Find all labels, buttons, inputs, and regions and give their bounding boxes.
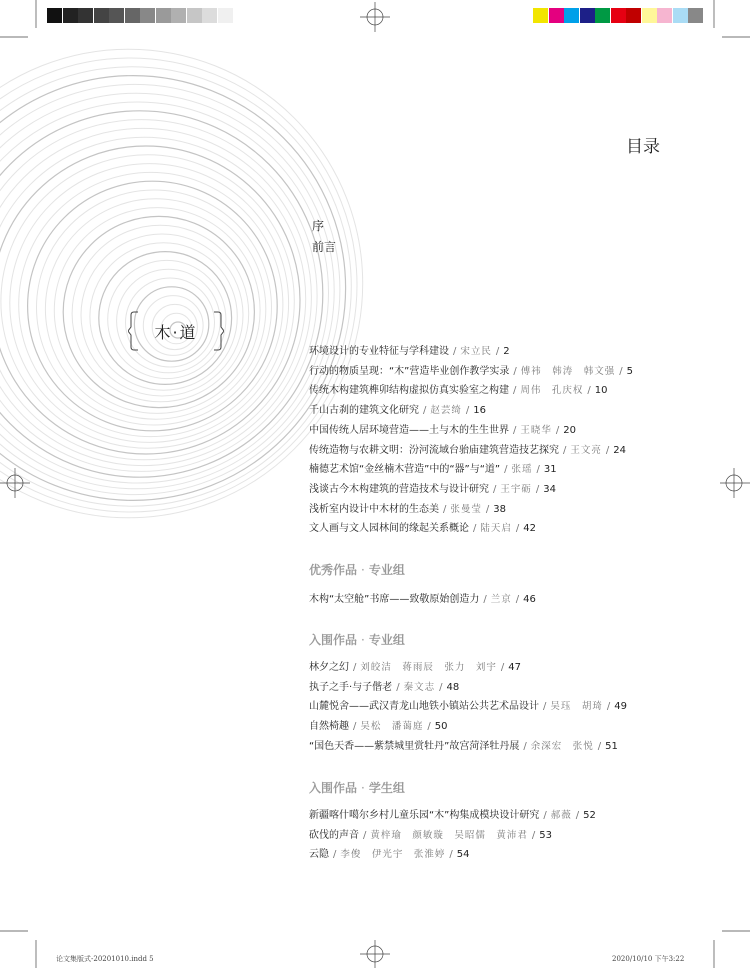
color-swatch	[533, 8, 548, 23]
entry-separator: /	[587, 385, 591, 397]
entry-title: 木构“太空舱”书席——致敬原始创造力	[309, 594, 480, 605]
slug-filename: 论文集版式-20201010.indd 5	[56, 955, 154, 963]
registration-target-right	[720, 468, 750, 498]
slug-timestamp: 2020/10/10 下午3:22	[612, 955, 685, 963]
section-heading	[309, 779, 405, 796]
section-title-mu-dao: 木·道	[154, 322, 198, 342]
section-dot: ·	[361, 781, 365, 795]
entry-separator: /	[427, 721, 431, 733]
entry-separator: /	[500, 662, 505, 673]
toc-entry[interactable]	[309, 401, 486, 421]
gray-swatch	[187, 8, 202, 23]
entry-page: 47	[508, 662, 521, 673]
section-group: 专业组	[368, 633, 405, 647]
entry-authors: 周伟 孔庆权	[520, 385, 584, 397]
entry-page: 10	[594, 385, 608, 397]
entry-authors: 王宇砺	[500, 483, 532, 495]
entry-title: 环境设计的专业特征与学科建设	[309, 346, 449, 357]
entry-separator: /	[443, 503, 447, 515]
section-label: 入围作品	[309, 633, 358, 647]
toc-entry[interactable]	[309, 717, 448, 737]
entry-separator: /	[575, 810, 580, 821]
entry-title: 传统木构建筑榫卯结构虚拟仿真实验室之构建	[309, 385, 509, 397]
entry-title: 自然椅趣	[309, 721, 349, 733]
color-swatch	[626, 8, 641, 23]
entry-separator: /	[483, 594, 487, 605]
entry-authors: 王文亮	[570, 444, 602, 456]
entry-separator: /	[535, 483, 540, 495]
entry-separator: /	[605, 444, 610, 456]
entry-authors: 张曼莹	[450, 503, 482, 515]
toc-entry[interactable]	[309, 845, 470, 865]
entry-separator: /	[513, 365, 517, 377]
entry-separator: /	[333, 849, 337, 861]
gray-swatch	[171, 8, 186, 23]
section-group: 学生组	[368, 781, 405, 795]
color-swatch	[688, 8, 703, 23]
color-swatch	[549, 8, 564, 23]
entry-page: 48	[446, 681, 460, 693]
toc-entry[interactable]	[309, 806, 596, 826]
entry-title: 砍伐的声音	[309, 829, 359, 841]
entry-title: 新疆喀什噶尔乡村儿童乐园“木”构集成模块设计研究	[309, 810, 540, 821]
entry-separator: /	[543, 701, 547, 713]
gray-swatch	[47, 8, 62, 23]
foreword-entry: 前言	[312, 240, 337, 254]
entry-separator: /	[543, 810, 547, 821]
gray-swatch	[140, 8, 155, 23]
toc-title: 目录	[626, 137, 660, 157]
entry-page: 2	[503, 346, 510, 357]
section-label: 优秀作品	[309, 563, 358, 577]
gray-swatch	[94, 8, 109, 23]
entry-authors: 李俊 伊光宇 张淮婷	[340, 849, 446, 861]
entry-authors: 傅祎 韩涛 韩文强	[520, 365, 616, 377]
gray-swatch	[78, 8, 93, 23]
section-heading	[309, 561, 405, 578]
color-swatch	[611, 8, 626, 23]
entry-authors: 黄梓瑜 颜敏璇 吴昭儒 黄沛君	[370, 829, 528, 841]
entry-title: 林夕之幻	[309, 662, 349, 673]
entry-title: 行动的物质呈现：“木”营造毕业创作教学实录	[309, 365, 510, 377]
entry-page: 5	[626, 365, 634, 377]
entry-title: 山麓悦舍——武汉青龙山地铁小镇站公共艺术品设计	[309, 701, 539, 713]
entry-separator: /	[504, 464, 508, 476]
color-swatch	[642, 8, 657, 23]
entry-page: 53	[539, 829, 552, 841]
entry-page: 20	[563, 424, 576, 436]
entry-page: 52	[583, 810, 596, 821]
entry-separator: /	[439, 681, 443, 693]
entry-title: 中国传统人居环境营造——土与木的生生世界	[309, 424, 509, 436]
entry-separator: /	[555, 424, 560, 436]
entry-separator: /	[606, 701, 611, 713]
entry-authors: 吴松 潘蔼庭	[360, 721, 424, 733]
entry-separator: /	[515, 594, 520, 605]
toc-entry[interactable]	[309, 381, 608, 401]
entry-separator: /	[495, 346, 500, 357]
entry-separator: /	[563, 444, 567, 456]
color-swatch	[673, 8, 688, 23]
entry-authors: 王晓华	[520, 424, 552, 436]
preface-entry: 序	[312, 219, 325, 233]
entry-authors: 刘皎洁 蒋雨辰 张力 刘宇	[360, 662, 497, 673]
entry-page: 51	[605, 740, 618, 752]
entry-page: 38	[493, 503, 506, 515]
entry-separator: /	[449, 849, 453, 861]
toc-entry[interactable]	[309, 460, 557, 480]
toc-entry[interactable]	[309, 480, 556, 500]
toc-entry[interactable]	[309, 519, 536, 539]
toc-entry[interactable]	[309, 590, 536, 610]
toc-entry[interactable]	[309, 342, 510, 362]
entry-authors: 张瑶	[511, 464, 533, 476]
section-dot: ·	[361, 633, 365, 647]
entry-page: 50	[434, 721, 448, 733]
entry-separator: /	[353, 662, 357, 673]
entry-authors: 吴珏 胡琦	[550, 701, 603, 713]
color-swatch	[657, 8, 672, 23]
toc-entry[interactable]	[309, 362, 633, 382]
toc-entry[interactable]	[309, 500, 506, 520]
section-heading	[309, 631, 405, 648]
entry-separator: /	[515, 523, 520, 535]
entry-title: “国色天香——紫禁城里赏牡丹”故宫菏泽牡丹展	[309, 740, 520, 752]
gray-swatch	[218, 8, 233, 23]
toc-entry[interactable]	[309, 826, 552, 846]
toc-entry[interactable]	[309, 421, 576, 441]
toc-entry[interactable]	[309, 697, 627, 717]
section-dot: ·	[361, 563, 365, 577]
section-group: 专业组	[368, 563, 405, 577]
color-swatch	[595, 8, 610, 23]
entry-page: 16	[473, 405, 486, 417]
registration-target-top	[360, 2, 390, 32]
entry-separator: /	[493, 483, 497, 495]
entry-separator: /	[363, 829, 367, 841]
toc-entry[interactable]	[309, 441, 626, 461]
entry-separator: /	[531, 829, 536, 841]
entry-authors: 陆天启	[480, 523, 512, 535]
entry-title: 传统造物与农耕文明：汾河流域台骀庙建筑营造技艺探究	[309, 444, 559, 456]
color-swatch	[564, 8, 579, 23]
gray-swatch	[125, 8, 140, 23]
entry-page: 24	[613, 444, 626, 456]
gray-swatch	[63, 8, 78, 23]
entry-separator: /	[619, 365, 623, 377]
entry-authors: 郝薇	[550, 810, 572, 821]
toc-entry[interactable]	[309, 737, 618, 757]
entry-page: 31	[543, 464, 557, 476]
entry-page: 46	[523, 594, 536, 605]
registration-target-bottom	[360, 940, 390, 968]
entry-authors: 兰京	[490, 594, 512, 605]
entry-title: 浅析室内设计中木材的生态美	[309, 503, 439, 515]
section-label: 入围作品	[309, 781, 358, 795]
entry-separator: /	[353, 721, 357, 733]
gray-swatch	[156, 8, 171, 23]
entry-authors: 余深宏 张悦	[530, 740, 594, 752]
entry-separator: /	[453, 346, 457, 357]
entry-page: 42	[523, 523, 536, 535]
entry-separator: /	[473, 523, 477, 535]
entry-separator: /	[396, 681, 400, 693]
entry-separator: /	[465, 405, 470, 417]
entry-title: 楠德艺术馆“金丝楠木营造”中的“器”与“道”	[309, 464, 501, 476]
entry-separator: /	[523, 740, 527, 752]
entry-title: 云隐	[309, 849, 329, 861]
registration-target-left	[0, 468, 30, 498]
entry-title: 文人画与文人园林间的缘起关系概论	[309, 523, 469, 535]
entry-authors: 赵芸绮	[430, 405, 462, 417]
toc-entry[interactable]	[309, 678, 459, 698]
entry-title: 千山古刹的建筑文化研究	[309, 405, 419, 417]
entry-page: 34	[543, 483, 556, 495]
entry-separator: /	[536, 464, 540, 476]
gray-swatch	[202, 8, 217, 23]
entry-separator: /	[423, 405, 427, 417]
entry-title: 执子之手·与子偕老	[309, 681, 393, 693]
entry-title: 浅谈古今木构建筑的营造技术与设计研究	[309, 483, 489, 495]
entry-page: 54	[456, 849, 470, 861]
toc-entry[interactable]	[309, 658, 521, 678]
gray-swatch	[109, 8, 124, 23]
entry-separator: /	[513, 424, 517, 436]
color-swatch	[580, 8, 595, 23]
entry-separator: /	[485, 503, 490, 515]
entry-authors: 宋立民	[460, 346, 492, 357]
entry-separator: /	[513, 385, 517, 397]
entry-page: 49	[614, 701, 627, 713]
entry-authors: 秦文志	[403, 681, 436, 693]
entry-separator: /	[597, 740, 602, 752]
